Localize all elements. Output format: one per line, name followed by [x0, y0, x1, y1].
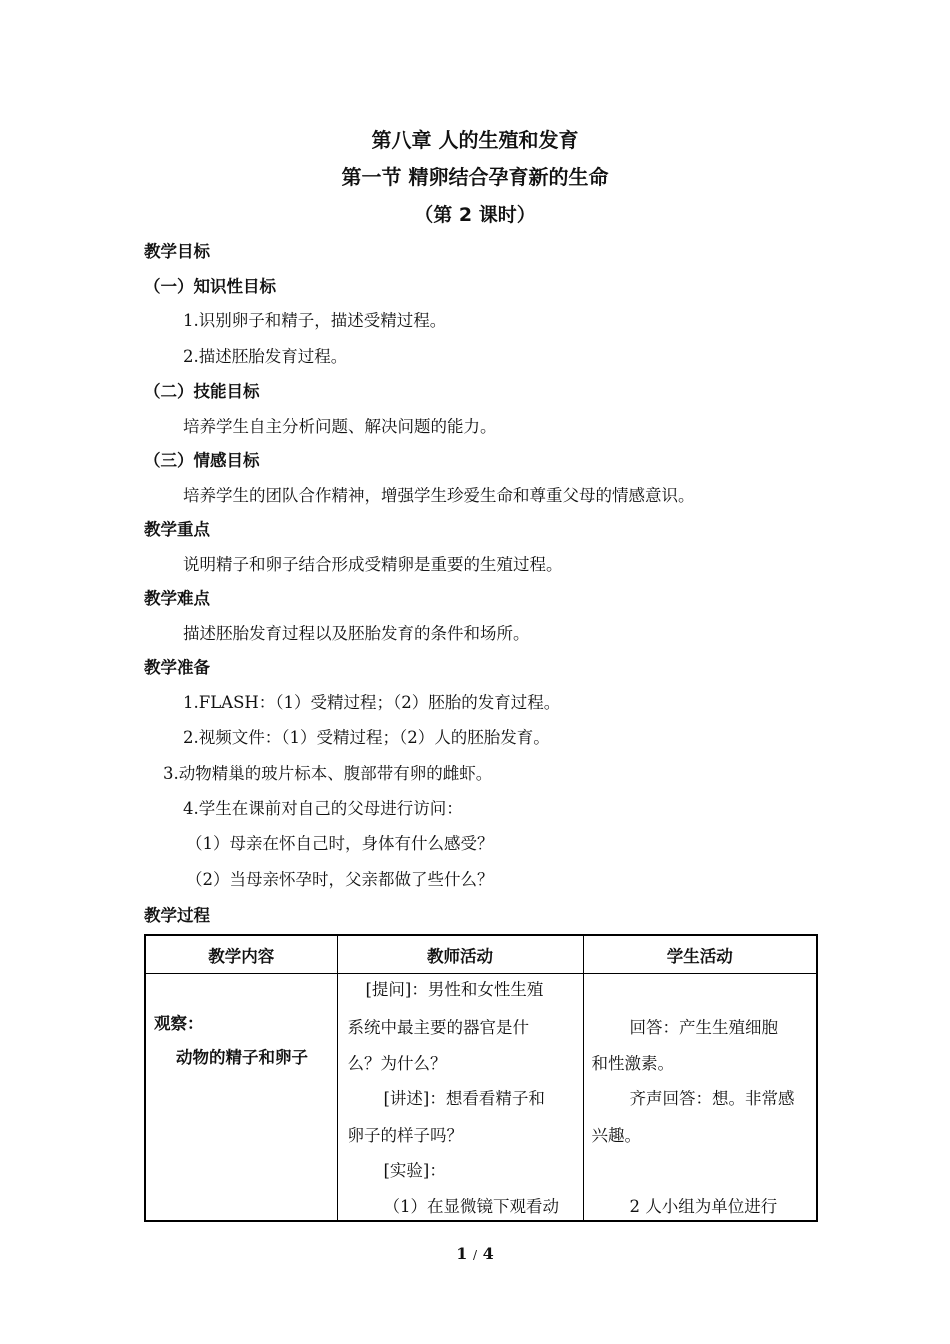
process-table — [144, 934, 818, 1222]
preparation-item-4: 4.学生在课前对自己的父母进行访问： — [183, 799, 463, 818]
column-header-content: 教学内容 — [145, 935, 337, 974]
knowledge-item-1: 1.识别卵子和精子，描述受精过程。 — [183, 311, 447, 330]
skill-text: 培养学生自主分析问题、解决问题的能力。 — [183, 417, 497, 436]
difficulty-heading: 教学难点 — [144, 589, 210, 608]
content-cell — [145, 974, 337, 1222]
emotion-heading: （三）情感目标 — [144, 451, 260, 470]
chapter-title: 第八章 人的生殖和发育 — [371, 128, 579, 152]
student-line: 兴趣。 — [591, 1126, 641, 1145]
current-page: 1 — [456, 1244, 468, 1263]
knowledge-heading: （一）知识性目标 — [144, 277, 276, 296]
teacher-line: [实验]： — [383, 1161, 446, 1180]
preparation-item-6: （2）当母亲怀孕时，父亲都做了些什么？ — [186, 870, 494, 889]
teacher-cell — [337, 974, 583, 1222]
teacher-line: 么？为什么？ — [347, 1054, 447, 1073]
table-header-row — [145, 935, 817, 974]
student-line: 和性激素。 — [591, 1054, 674, 1073]
key-point-text: 说明精子和卵子结合形成受精卵是重要的生殖过程。 — [183, 555, 563, 574]
section-title: 第一节 精卵结合孕育新的生命 — [341, 165, 609, 189]
student-cell — [583, 974, 817, 1222]
objectives-heading: 教学目标 — [144, 242, 210, 261]
preparation-item-3: 3.动物精巢的玻片标本、腹部带有卵的雌虾。 — [163, 764, 493, 783]
student-line: 回答：产生生殖细胞 — [629, 1018, 778, 1037]
content-line: 动物的精子和卵子 — [176, 1048, 308, 1067]
key-point-heading: 教学重点 — [144, 520, 210, 539]
column-header-teacher: 教师活动 — [337, 935, 583, 974]
lesson-title: （第 2 课时） — [414, 204, 536, 226]
content-line: 观察： — [154, 1014, 204, 1033]
process-heading: 教学过程 — [144, 906, 210, 925]
emotion-text: 培养学生的团队合作精神，增强学生珍爱生命和尊重父母的情感意识。 — [183, 486, 695, 505]
teacher-line: 系统中最主要的器官是什 — [347, 1018, 529, 1037]
skill-heading: （二）技能目标 — [144, 382, 260, 401]
preparation-heading: 教学准备 — [144, 658, 210, 677]
knowledge-item-2: 2.描述胚胎发育过程。 — [183, 347, 348, 366]
column-header-student: 学生活动 — [583, 935, 817, 974]
teacher-line: （1）在显微镜下观看动 — [383, 1197, 559, 1216]
teacher-line: [讲述]：想看看精子和 — [383, 1089, 545, 1108]
difficulty-text: 描述胚胎发育过程以及胚胎发育的条件和场所。 — [183, 624, 530, 643]
preparation-item-2: 2.视频文件：（1）受精过程；（2）人的胚胎发育。 — [183, 728, 550, 747]
total-pages: 4 — [482, 1244, 494, 1263]
teacher-line: [提问]：男性和女性生殖 — [365, 980, 544, 999]
student-line: 2 人小组为单位进行 — [629, 1197, 778, 1216]
table-row — [145, 974, 817, 1222]
preparation-item-5: （1）母亲在怀自己时，身体有什么感受？ — [186, 834, 494, 853]
teacher-line: 卵子的样子吗？ — [347, 1126, 463, 1145]
preparation-item-1: 1.FLASH：（1）受精过程；（2）胚胎的发育过程。 — [183, 693, 561, 712]
page-number — [0, 1244, 950, 1263]
student-line: 齐声回答：想。非常感 — [629, 1089, 795, 1108]
page-separator: / — [472, 1248, 478, 1262]
